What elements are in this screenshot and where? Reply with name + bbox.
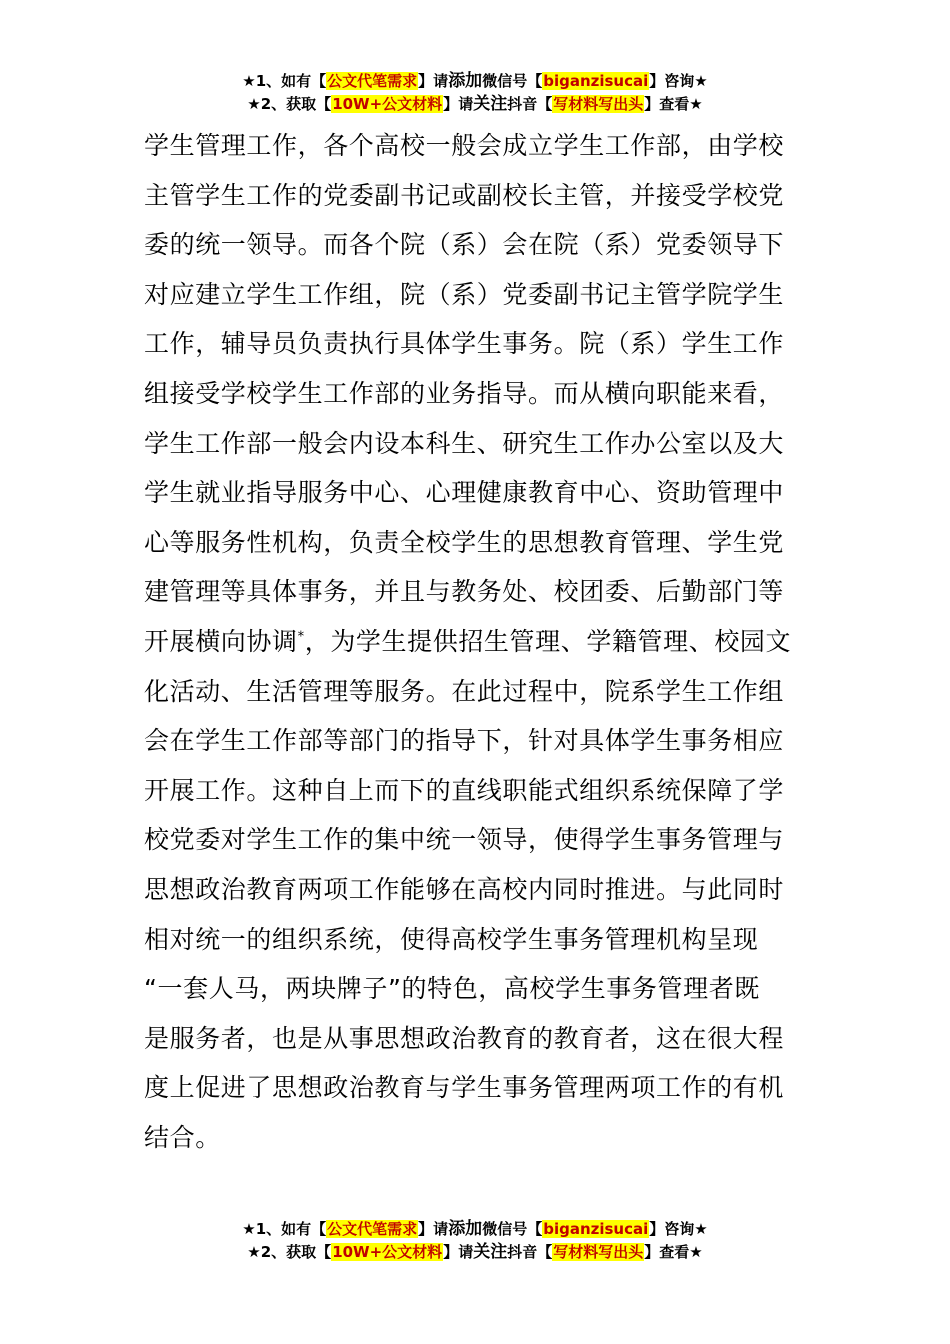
promo-text: ★2、获取【 [247, 1243, 332, 1261]
promo-text: ★1、如有【 [242, 72, 327, 90]
promo-line-2 [0, 93, 950, 116]
text-line: 心等服务性机构，负责全校学生的思想教育管理、学生党 [144, 527, 785, 557]
text-line-with-footnote [144, 617, 806, 667]
text-segment: ，为学生提供招生管理、学籍管理、校园文 [304, 626, 792, 656]
promo-highlight: 10W+公文材料 [332, 95, 443, 113]
footnote-marker: * [297, 629, 305, 645]
text-line: 相对统一的组织系统，使得高校学生事务管理机构呈现 [144, 924, 759, 954]
text-line: 开展工作。这种自上而下的直线职能式组织系统保障了学 [144, 775, 785, 805]
text-line: 度上促进了思想政治教育与学生事务管理两项工作的有机 [144, 1073, 785, 1103]
promo-text: ★1、如有【 [242, 1220, 327, 1238]
text-segment: 开展横向协调 [144, 626, 298, 656]
promo-text: 微信号【 [482, 72, 543, 90]
promo-emphasis: 添加 [448, 71, 483, 91]
promo-text: 】请 [418, 1220, 449, 1238]
text-line: 是服务者，也是从事思想政治教育的教育者，这在很大程 [144, 1023, 785, 1053]
promo-text: 】请 [418, 72, 449, 90]
text-line: 工作，辅导员负责执行具体学生事务。院（系）学生工作 [144, 329, 785, 359]
promo-highlight: 公文代笔需求 [327, 72, 418, 90]
promo-highlight: 写材料写出头 [553, 1243, 644, 1261]
text-line: 学生就业指导服务中心、心理健康教育中心、资助管理中 [144, 478, 785, 508]
text-line: 思想政治教育两项工作能够在高校内同时推进。与此同时 [144, 874, 785, 904]
promo-text: 抖音【 [507, 95, 553, 113]
promo-line-2 [0, 1241, 950, 1264]
promo-highlight: 写材料写出头 [553, 95, 644, 113]
promo-line-1 [0, 1218, 950, 1241]
promo-text: 微信号【 [482, 1220, 543, 1238]
promo-text: 】请 [443, 1243, 474, 1261]
promo-emphasis: 关注 [473, 1242, 508, 1262]
text-line: 建管理等具体事务，并且与教务处、校团委、后勤部门等 [144, 577, 785, 607]
text-line: 学生管理工作，各个高校一般会成立学生工作部，由学校 [144, 131, 785, 160]
text-line: 会在学生工作部等部门的指导下，针对具体学生事务相应 [144, 726, 785, 756]
text-line: 委的统一领导。而各个院（系）会在院（系）党委领导下 [144, 230, 785, 260]
text-line: 校党委对学生工作的集中统一领导，使得学生事务管理与 [144, 825, 785, 855]
promo-emphasis: 关注 [473, 94, 508, 114]
text-line: 组接受学校学生工作部的业务指导。而从横向职能来看， [144, 378, 785, 408]
promo-emphasis: 添加 [448, 1219, 483, 1239]
promo-text: ★2、获取【 [247, 95, 332, 113]
promo-highlight: biganzisucai [543, 1220, 649, 1238]
promo-text: 】咨询★ [649, 1220, 708, 1238]
text-line: 主管学生工作的党委副书记或副校长主管，并接受学校党 [144, 180, 785, 210]
text-line: 化活动、生活管理等服务。在此过程中，院系学生工作组 [144, 676, 785, 706]
text-line: “一套人马，两块牌子”的特色，高校学生事务管理者既 [144, 974, 760, 1004]
promo-text: 】查看★ [644, 95, 703, 113]
text-line: 对应建立学生工作组，院（系）党委副书记主管学院学生 [144, 279, 785, 309]
promo-text: 】查看★ [644, 1243, 703, 1261]
body-paragraph [144, 121, 806, 1162]
text-line: 结合。 [144, 1122, 221, 1152]
promo-text: 】请 [443, 95, 474, 113]
promo-text: 】咨询★ [649, 72, 708, 90]
text-line: 学生工作部一般会内设本科生、研究生工作办公室以及大 [144, 428, 785, 458]
promo-highlight: 公文代笔需求 [327, 1220, 418, 1238]
promo-line-1 [0, 70, 950, 93]
header-promo-banner [0, 70, 950, 116]
promo-text: 抖音【 [507, 1243, 553, 1261]
footer-promo-banner [0, 1218, 950, 1264]
promo-highlight: 10W+公文材料 [332, 1243, 443, 1261]
promo-highlight: biganzisucai [543, 72, 649, 90]
